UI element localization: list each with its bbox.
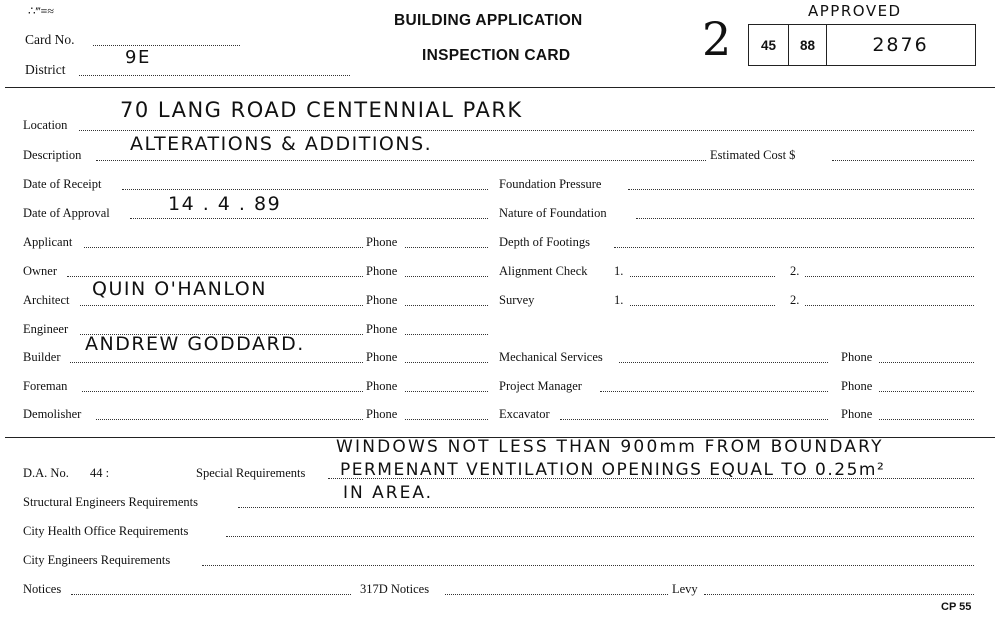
card-no-label: Card No. <box>25 32 75 47</box>
card-title-line1: BUILDING APPLICATION <box>394 12 583 29</box>
foundation-pressure-label: Foundation Pressure <box>499 177 602 191</box>
levy-label: Levy <box>672 582 698 596</box>
form-code: CP 55 <box>941 601 972 613</box>
applicant-phone-line <box>405 247 488 248</box>
applicant-line <box>84 247 363 248</box>
architect-label: Architect <box>23 293 70 307</box>
city-engineers-label: City Engineers Requirements <box>23 553 171 567</box>
structural-engineers-line <box>238 507 974 508</box>
city-health-office-line <box>226 536 974 537</box>
header-divider <box>5 87 995 88</box>
mechanical-services-label: Mechanical Services <box>499 350 603 364</box>
date-of-approval-label: Date of Approval <box>23 206 110 220</box>
box-cell-3: 2876 <box>872 34 929 56</box>
survey-num1: 1. <box>614 293 624 307</box>
engineer-phone-line <box>405 334 488 335</box>
engineer-label: Engineer <box>23 322 69 336</box>
location-line <box>79 130 974 131</box>
demolisher-line <box>96 419 363 420</box>
city-engineers-line <box>202 565 974 566</box>
foreman-label: Foreman <box>23 379 68 393</box>
excavator-phone-line <box>879 419 974 420</box>
estimated-cost-label: Estimated Cost $ <box>710 148 796 162</box>
estimated-cost-line <box>832 160 974 161</box>
foreman-phone-line <box>405 391 488 392</box>
survey-num2: 2. <box>790 293 800 307</box>
owner-phone-line <box>405 276 488 277</box>
description-value: ALTERATIONS & ADDITIONS. <box>130 133 433 155</box>
alignment-check-num1: 1. <box>614 264 624 278</box>
district-line <box>79 75 350 76</box>
box-cell-1: 45 <box>749 25 789 65</box>
depth-of-footings-line <box>614 247 974 248</box>
excavator-line <box>560 419 828 420</box>
architect-value: QUIN O'HANLON <box>92 278 267 300</box>
card-number-box <box>748 24 976 66</box>
demolisher-phone-line <box>405 419 488 420</box>
special-requirements-line3: IN AREA. <box>343 483 434 503</box>
architect-phone-line <box>405 305 488 306</box>
description-label: Description <box>23 148 82 162</box>
applicant-label: Applicant <box>23 235 73 249</box>
builder-phone-label: Phone <box>366 350 398 364</box>
location-label: Location <box>23 118 68 132</box>
alignment-check-line2 <box>805 276 974 277</box>
applicant-phone-label: Phone <box>366 235 398 249</box>
mechanical-services-line <box>619 362 828 363</box>
date-of-approval-value: 14 . 4 . 89 <box>168 193 282 215</box>
alignment-check-label: Alignment Check <box>499 264 588 278</box>
card-title-line2: INSPECTION CARD <box>422 47 571 64</box>
project-manager-phone-line <box>879 391 974 392</box>
notices-line <box>71 594 351 595</box>
foreman-line <box>82 391 363 392</box>
demolisher-label: Demolisher <box>23 407 82 421</box>
project-manager-line <box>600 391 828 392</box>
alignment-check-num2: 2. <box>790 264 800 278</box>
nature-of-foundation-line <box>636 218 974 219</box>
architect-phone-label: Phone <box>366 293 398 307</box>
special-requirements-label: Special Requirements <box>196 466 306 480</box>
survey-line1 <box>630 305 775 306</box>
location-value: 70 LANG ROAD CENTENNIAL PARK <box>120 98 523 122</box>
structural-engineers-label: Structural Engineers Requirements <box>23 495 198 509</box>
depth-of-footings-label: Depth of Footings <box>499 235 590 249</box>
owner-line <box>67 276 363 277</box>
handwritten-number: 2 <box>702 12 732 66</box>
excavator-label: Excavator <box>499 407 550 421</box>
date-of-receipt-line <box>122 189 488 190</box>
header-scribble: ∴‴≡≈ <box>28 4 54 18</box>
owner-label: Owner <box>23 264 58 278</box>
da-no-value: 44 : <box>90 466 110 480</box>
city-health-office-label: City Health Office Requirements <box>23 524 189 538</box>
demolisher-phone-label: Phone <box>366 407 398 421</box>
date-of-receipt-label: Date of Receipt <box>23 177 102 191</box>
builder-label: Builder <box>23 350 61 364</box>
architect-line <box>80 305 363 306</box>
approved-stamp: APPROVED <box>808 2 902 20</box>
survey-line2 <box>805 305 974 306</box>
foreman-phone-label: Phone <box>366 379 398 393</box>
card-no-line <box>93 45 240 46</box>
project-manager-phone-label: Phone <box>841 379 873 393</box>
notices-label: Notices <box>23 582 62 596</box>
owner-phone-label: Phone <box>366 264 398 278</box>
notices-317d-label: 317D Notices <box>360 582 430 596</box>
survey-label: Survey <box>499 293 535 307</box>
special-requirements-line2: PERMENANT VENTILATION OPENINGS EQUAL TO 0.25m² <box>340 460 886 480</box>
builder-phone-line <box>405 362 488 363</box>
description-line <box>96 160 706 161</box>
district-value: 9E <box>125 47 151 68</box>
levy-line <box>704 594 974 595</box>
district-label: District <box>25 62 66 77</box>
nature-of-foundation-label: Nature of Foundation <box>499 206 607 220</box>
foundation-pressure-line <box>628 189 974 190</box>
mechanical-services-phone-label: Phone <box>841 350 873 364</box>
special-requirements-line1: WINDOWS NOT LESS THAN 900mm FROM BOUNDARY <box>336 437 884 457</box>
project-manager-label: Project Manager <box>499 379 582 393</box>
engineer-phone-label: Phone <box>366 322 398 336</box>
date-of-approval-line <box>130 218 488 219</box>
da-no-label: D.A. No. <box>23 466 69 480</box>
alignment-check-line1 <box>630 276 775 277</box>
builder-line <box>70 362 363 363</box>
notices-317d-line <box>445 594 668 595</box>
builder-value: ANDREW GODDARD. <box>85 333 305 355</box>
box-cell-2: 88 <box>789 25 827 65</box>
excavator-phone-label: Phone <box>841 407 873 421</box>
mechanical-services-phone-line <box>879 362 974 363</box>
